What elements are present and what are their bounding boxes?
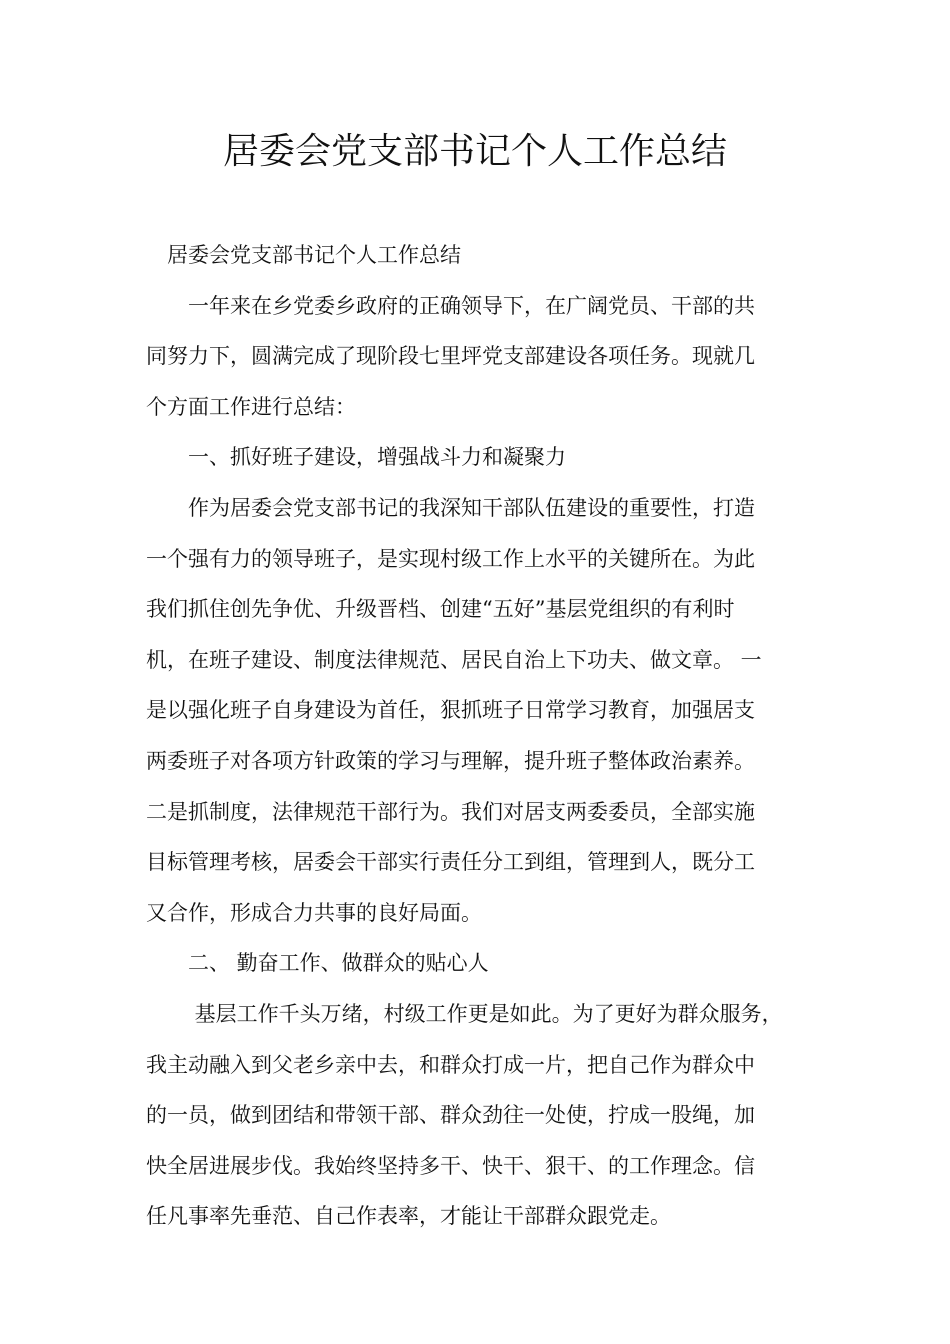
body-line: 快全居进展步伐。我始终坚持多干、快干、狠干、的工作理念。信 xyxy=(146,1153,755,1178)
document-body xyxy=(146,230,812,1242)
body-line: 一个强有力的领导班子，是实现村级工作上水平的关键所在。为此 xyxy=(146,546,755,571)
body-line: 作为居委会党支部书记的我深知干部队伍建设的重要性，打造 xyxy=(146,495,755,520)
section-heading-2: 二、 勤奋工作、做群众的贴心人 xyxy=(146,951,489,976)
body-line: 二是抓制度，法律规范干部行为。我们对居支两委委员，全部实施 xyxy=(146,799,755,824)
body-line: 个方面工作进行总结： xyxy=(146,394,356,419)
document-title: 居委会党支部书记个人工作总结 xyxy=(222,131,727,172)
body-line: 我主动融入到父老乡亲中去，和群众打成一片，把自己作为群众中 xyxy=(146,1052,755,1077)
body-line: 同努力下，圆满完成了现阶段七里坪党支部建设各项任务。现就几 xyxy=(146,344,755,369)
body-line: 两委班子对各项方针政策的学习与理解，提升班子整体政治素养。 xyxy=(146,748,755,773)
body-line: 目标管理考核，居委会干部实行责任分工到组，管理到人，既分工 xyxy=(146,850,755,875)
body-line: 基层工作千头万绪，村级工作更是如此。为了更好为群众服务， xyxy=(146,1001,783,1026)
body-line: 一年来在乡党委乡政府的正确领导下，在广阔党员、干部的共 xyxy=(146,293,755,318)
body-line: 的一员，做到团结和带领干部、群众劲往一处使，拧成一股绳，加 xyxy=(146,1103,755,1128)
body-line: 任凡事率先垂范、自己作表率，才能让干部群众跟党走。 xyxy=(146,1204,671,1229)
body-line: 机，在班子建设、制度法律规范、居民自治上下功夫、做文章。 一 xyxy=(146,647,762,672)
body-line: 我们抓住创先争优、升级晋档、创建“五好”基层党组织的有利时 xyxy=(146,597,735,622)
body-line: 居委会党支部书记个人工作总结 xyxy=(146,243,461,267)
body-line: 是以强化班子自身建设为首任，狠抓班子日常学习教育，加强居支 xyxy=(146,698,755,723)
body-line: 又合作，形成合力共事的良好局面。 xyxy=(146,900,482,925)
section-heading-1: 一、抓好班子建设，增强战斗力和凝聚力 xyxy=(146,445,566,470)
